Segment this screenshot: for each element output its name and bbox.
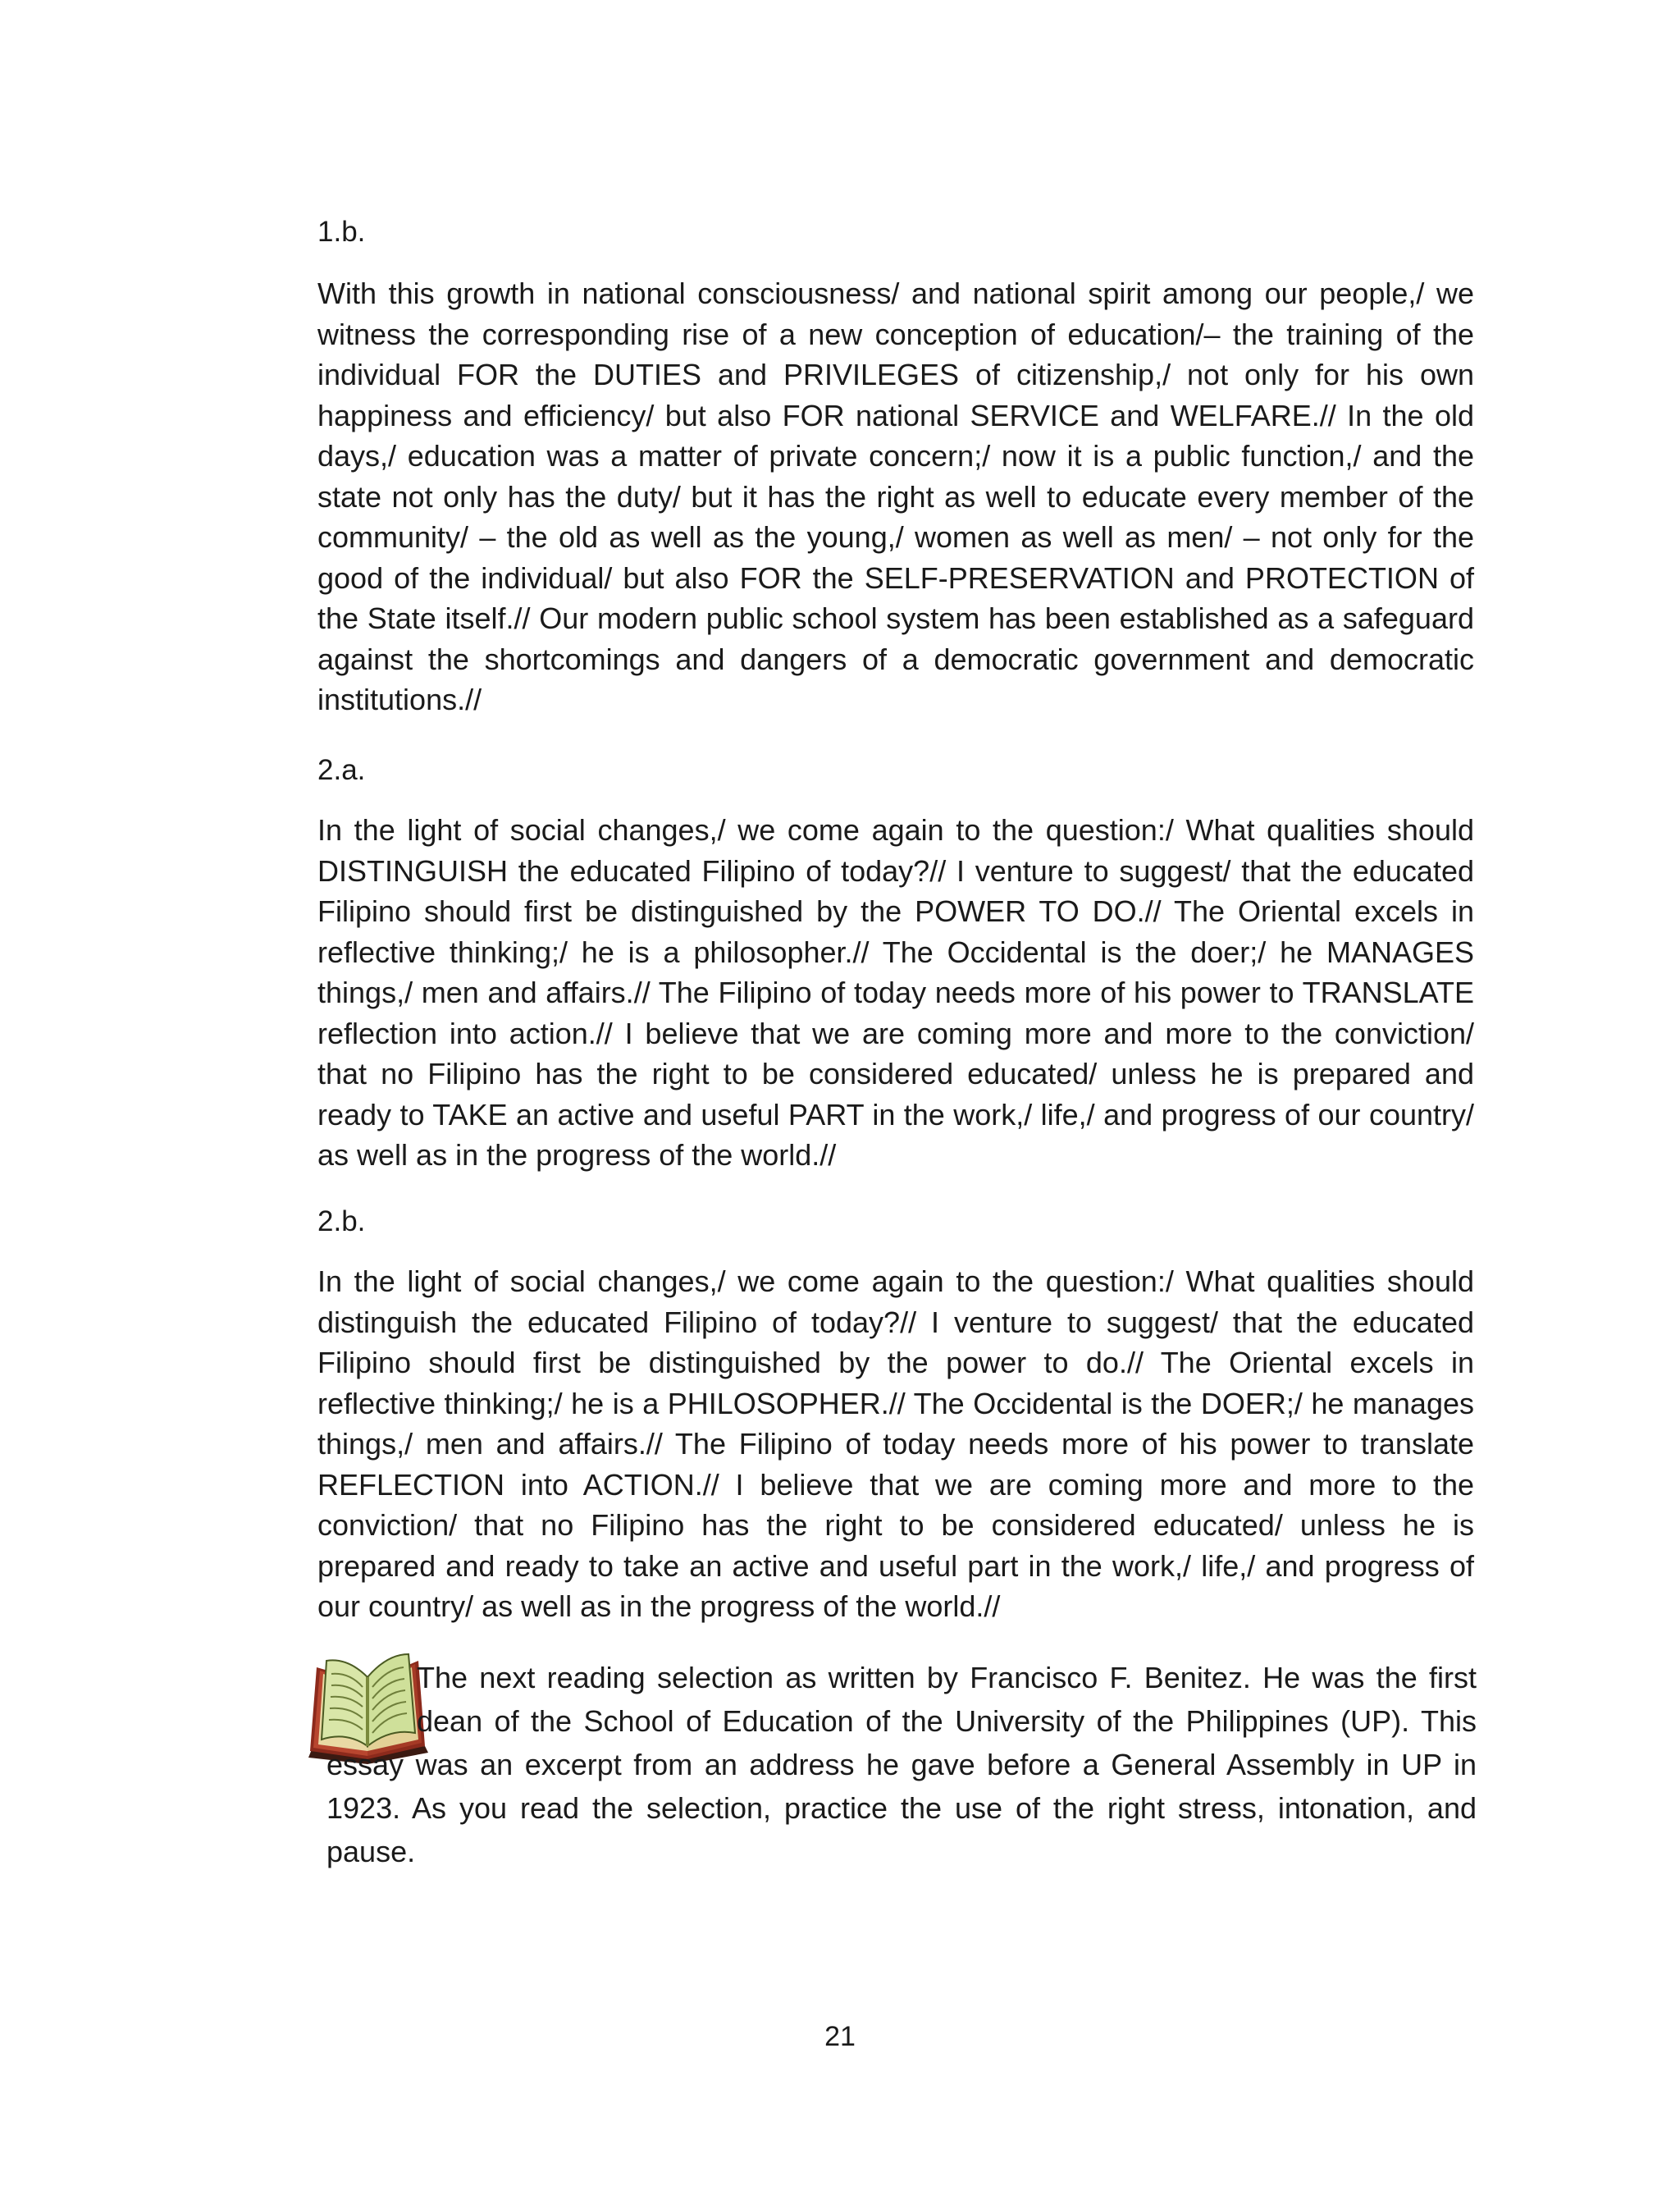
reading-note	[326, 1656, 1477, 1873]
section-label-2a: 2.a.	[317, 754, 366, 786]
section-text-2b: In the light of social changes,/ we come again to the question:/ What qualities should distinguish the educated Filipino of today?// I venture to suggest/ that the educated Filipino should first be distinguished by the power to do.// The Oriental excels in reflective thinking;/ he is a PHILOSOPHER.// The Occidental is the DOER;/ he manages things,/ men and affairs.// The Filipino of today needs more of his power to translate REFLECTION into ACTION.// I believe that we are coming more and more to the conviction/ that no Filipino has the right to be considered educated/ unless he is prepared and ready to take an active and useful part in the work,/ life,/ and progress of our country/ as well as in the progress of the world.//	[317, 1264, 1474, 1623]
section-label-1b: 1.b.	[317, 216, 366, 248]
reading-note-text: The next reading selection as written by Francisco F. Benitez. He was the first dean of the School of Education of the University of the Philippines (UP). This essay was an excerpt from an address he gave before a General Assembly in UP in 1923. As you read the selection, practice the use of the right stress, intonation, and pause.	[326, 1661, 1477, 1868]
section-text-2a: In the light of social changes,/ we come again to the question:/ What qualities should DISTINGUISH the educated Filipino of today?// I venture to suggest/ that the educated Filipino should first be distinguished by the POWER TO DO.// The Oriental excels in reflective thinking;/ he is a philosopher.// The Occidental is the doer;/ he MANAGES things,/ men and affairs.// The Filipino of today needs more of his power to TRANSLATE reflection into action.// I believe that we are coming more and more to the conviction/ that no Filipino has the right to be considered educated/ unless he is prepared and ready to TAKE an active and useful PART in the work,/ life,/ and progress of our country/ as well as in the progress of the world.//	[317, 813, 1474, 1172]
section-text-1b: With this growth in national consciousness/ and national spirit among our people,/ we witness the corresponding rise of a new conception of education/– the training of the individual FOR the DUTIES and PRIVILEGES of citizenship,/ not only for his own happiness and efficiency/ but also FOR national SERVICE and WELFARE.// In the old days,/ education was a matter of private concern;/ now it is a public function,/ and the state not only has the duty/ but it has the right as well to educate every member of the community/ – the old as well as the young,/ women as well as men/ – not only for the good of the individual/ but also FOR the SELF-PRESERVATION and PROTECTION of the State itself.// Our modern public school system has been established as a safeguard against the shortcomings and dangers of a democratic government and democratic institutions.//	[317, 277, 1474, 716]
page-number: 21	[824, 2021, 856, 2052]
section-label-2b: 2.b.	[317, 1205, 366, 1237]
open-book-icon	[302, 1649, 417, 1740]
